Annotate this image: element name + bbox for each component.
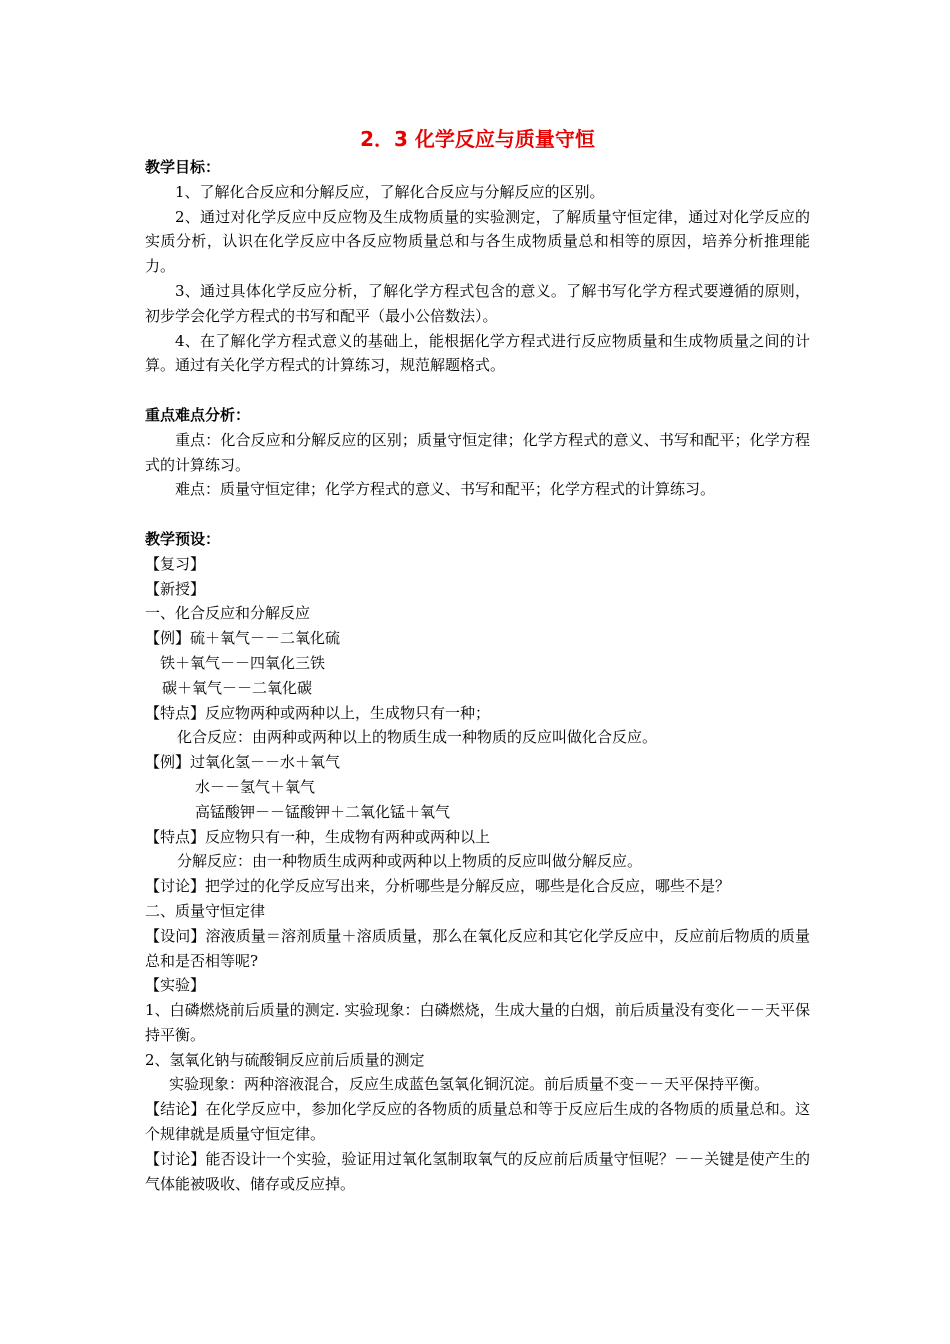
key-points-heading: 重点难点分析： [145,405,251,424]
objective-item-1: 1、了解化合反应和分解反应，了解化合反应与分解反应的区别。 [175,182,605,201]
example-1-b: 铁＋氧气－－四氧化三铁 [160,653,326,672]
combination-definition: 化合反应：由两种或两种以上的物质生成一种物质的反应叫做化合反应。 [177,728,658,747]
feature-2: 【特点】反应物只有一种，生成物有两种或两种以上 [145,827,491,846]
example-1: 【例】硫＋氧气－－二氧化硫 [145,629,341,648]
example-2-c: 高锰酸钾－－锰酸钾＋二氧化锰＋氧气 [195,802,451,821]
conclusion: 【结论】在化学反应中，参加化学反应的各物质的质量总和等于反应后生成的各物质的质量总和。这个规律就是质量守恒定律。 [145,1100,810,1144]
example-1-c: 碳＋氧气－－二氧化碳 [162,678,313,697]
example-2-b: 水－－氢气＋氧气 [195,777,316,796]
discussion-1: 【讨论】把学过的化学反应写出来，分析哪些是分解反应，哪些是化合反应，哪些不是？ [145,877,731,896]
key-points-difficulty: 难点：质量守恒定律；化学方程式的意义、书写和配平；化学方程式的计算练习。 [175,480,716,499]
experiment-2-title: 2、氢氧化钠与硫酸铜反应前后质量的测定 [145,1050,425,1069]
feature-1: 【特点】反应物两种或两种以上，生成物只有一种； [145,703,491,722]
experiment-label: 【实验】 [145,976,206,995]
objective-item-2: 2、通过对化学反应中反应物及生成物质量的实验测定，了解质量守恒定律，通过对化学反应的实质分析，认识在化学反应中各反应物质量总和与各生成物质量总和相等的原因，培养分析推理能力。 [145,207,810,276]
experiment-1: 1、白磷燃烧前后质量的测定. 实验现象：白磷燃烧，生成大量的白烟，前后质量没有变化－－天平保持平衡。 [145,1001,810,1044]
objective-item-3: 3、通过具体化学反应分析，了解化学方程式包含的意义。了解书写化学方程式要遵循的原则，初步学会化学方程式的书写和配平（最小公倍数法）。 [145,281,810,325]
objectives-heading: 教学目标： [145,158,221,176]
discussion-2: 【讨论】能否设计一个实验，验证用过氧化氢制取氧气的反应前后质量守恒呢？－－关键是使产生的气体能被吸收、储存或反应掉。 [145,1149,810,1193]
key-points-focus: 重点：化合反应和分解反应的区别；质量守恒定律；化学方程式的意义、书写和配平；化学方程式的计算练习。 [145,430,810,474]
review-label: 【复习】 [145,554,206,573]
objective-item-4: 4、在了解化学方程式意义的基础上，能根据化学方程式进行反应物质量和生成物质量之间的计算。通过有关化学方程式的计算练习，规范解题格式。 [145,331,810,375]
decomposition-definition: 分解反应：由一种物质生成两种或两种以上物质的反应叫做分解反应。 [177,852,643,871]
spacer [145,502,810,527]
spacer [145,378,810,403]
section-1-title: 一、化合反应和分解反应 [145,604,311,623]
example-2: 【例】过氧化氢－－水＋氧气 [145,753,341,772]
experiment-2-result: 实验现象：两种溶液混合，反应生成蓝色氢氧化铜沉淀。前后质量不变－－天平保持平衡。 [169,1075,770,1094]
section-2-title: 二、质量守恒定律 [145,901,266,920]
document-page [145,125,810,1196]
plan-heading: 教学预设： [145,529,221,548]
page-title: 2．3 化学反应与质量守恒 [360,127,595,151]
new-lesson-label: 【新授】 [145,579,206,598]
question: 【设问】溶液质量＝溶剂质量＋溶质质量，那么在氧化反应和其它化学反应中，反应前后物质的质量总和是否相等呢? [145,926,810,970]
